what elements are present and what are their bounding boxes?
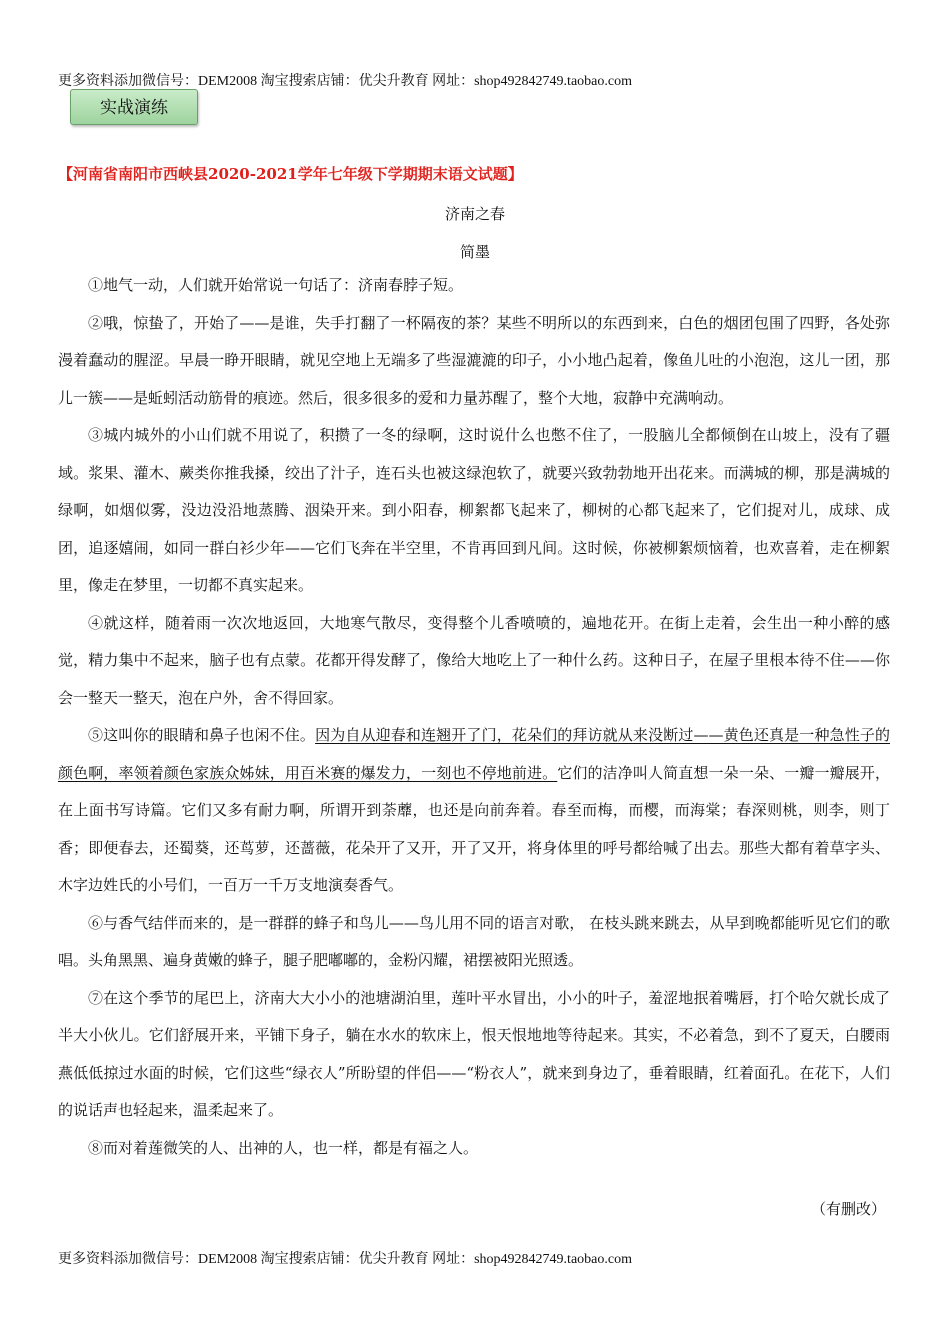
underlined-sentence: 因为自从迎春和连翘开了门，花朵们的拜访就从来没断过——黄色还真是一种急性子的颜色啊，率领着颜色家族众姊妹，用百米赛的爆发力，一刻也不停地前进。 bbox=[58, 726, 890, 782]
paragraph-5-lead: ⑤这叫你的眼睛和鼻子也闲不住。 bbox=[88, 726, 316, 744]
paragraph-4: ④就这样，随着雨一次次地返回，大地寒气散尽，变得整个儿香喷喷的，遍地花开。在街上走着，会生出一种小醉的感觉，精力集中不起来，脑子也有点蒙。花都开得发酵了，像给大地吃上了一种什么药。这种日子，在屋子里根本待不住——你会一整天一整天，泡在户外，舍不得回家。 bbox=[58, 613, 890, 707]
edit-note: （有删改） bbox=[810, 1200, 886, 1218]
paragraph-2: ②哦，惊蛰了，开始了——是谁，失手打翻了一杯隔夜的茶？某些不明所以的东西到来，白色的烟团包围了四野，各处弥漫着蠢动的腥涩。早晨一睁开眼睛，就见空地上无端多了些湿漉漉的印子，小小地凸起着，像鱼儿吐的小泡泡，这儿一团，那儿一簇——是蚯蚓活动筋骨的痕迹。然后，很多很多的爱和力量苏醒了，整个大地，寂静中充满响动。 bbox=[58, 313, 890, 407]
page-header: 更多资料添加微信号：DEM2008 淘宝搜索店铺：优尖升教育 网址：shop492842749.taobao.com bbox=[58, 74, 632, 89]
page-footer: 更多资料添加微信号：DEM2008 淘宝搜索店铺：优尖升教育 网址：shop492842749.taobao.com bbox=[58, 1252, 632, 1267]
article-author: 简墨 bbox=[459, 243, 490, 261]
paragraph-7: ⑦在这个季节的尾巴上，济南大大小小的池塘湖泊里，莲叶平水冒出，小小的叶子，羞涩地抿着嘴唇，打个哈欠就长成了半大小伙儿。它们舒展开来，平铺下身子，躺在水水的软床上，恨天恨地地等待起来。其实，不必着急，到不了夏天，白腰雨燕低低掠过水面的时候，它们这些“绿衣人”所盼望的伴侣——“粉衣人”，就来到身边了，垂着眼睛，红着面孔。在花下，人们的说话声也轻起来，温柔起来了。 bbox=[58, 988, 890, 1119]
paragraph-1: ①地气一动，人们就开始常说一句话了：济南春脖子短。 bbox=[88, 276, 464, 294]
paragraph-3: ③城内城外的小山们就不用说了，积攒了一冬的绿啊，这时说什么也憋不住了，一股脑儿全都倾倒在山坡上，没有了疆域。浆果、灌木、蕨类你推我搡，绞出了汁子，连石头也被这绿泡软了，就要兴致勃勃地开出花来。而满城的柳，那是满城的绿啊，如烟似雾，没边没沿地蒸腾、洇染开来。到小阳春，柳絮都飞起来了，柳树的心都飞起来了，它们捉对儿，成球、成团，追逐嬉闹，如同一群白衫少年——它们飞奔在半空里，不肯再回到凡间。这时候，你被柳絮烦恼着，也欢喜着，走在柳絮里，像走在梦里，一切都不真实起来。 bbox=[58, 426, 890, 594]
section-tag-practice: 实战演练 bbox=[70, 89, 198, 125]
exam-source: 【河南省南阳市西峡县2020-2021学年七年级下学期期末语文试题】 bbox=[58, 165, 523, 183]
paragraph-5-rest: 它们的洁净叫人简直想一朵一朵、一瓣一瓣展开，在上面书写诗篇。它们又多有耐力啊，所谓开到荼蘼，也还是向前奔着。春至而梅，而樱，而海棠；春深则桃，则李，则丁香；即便春去，还蜀葵，还茑萝，还蔷薇，花朵开了又开，开了又开，将身体里的呼号都给喊了出去。那些大都有着草字头、木字边姓氏的小号们，一百万一千万支地演奏香气。 bbox=[58, 763, 890, 894]
paragraph-8: ⑧而对着莲微笑的人、出神的人，也一样，都是有福之人。 bbox=[88, 1138, 479, 1157]
article-title: 济南之春 bbox=[444, 205, 505, 223]
paragraph-5 bbox=[58, 717, 890, 905]
paragraph-6: ⑥与香气结伴而来的，是一群群的蜂子和鸟儿——鸟儿用不同的语言对歌， 在枝头跳来跳去，从早到晚都能听见它们的歌唱。头角黑黑、遍身黄嫩的蜂子，腿子肥嘟嘟的，金粉闪耀，裙摆被阳光照透。 bbox=[58, 913, 890, 969]
article-body bbox=[58, 267, 890, 1167]
